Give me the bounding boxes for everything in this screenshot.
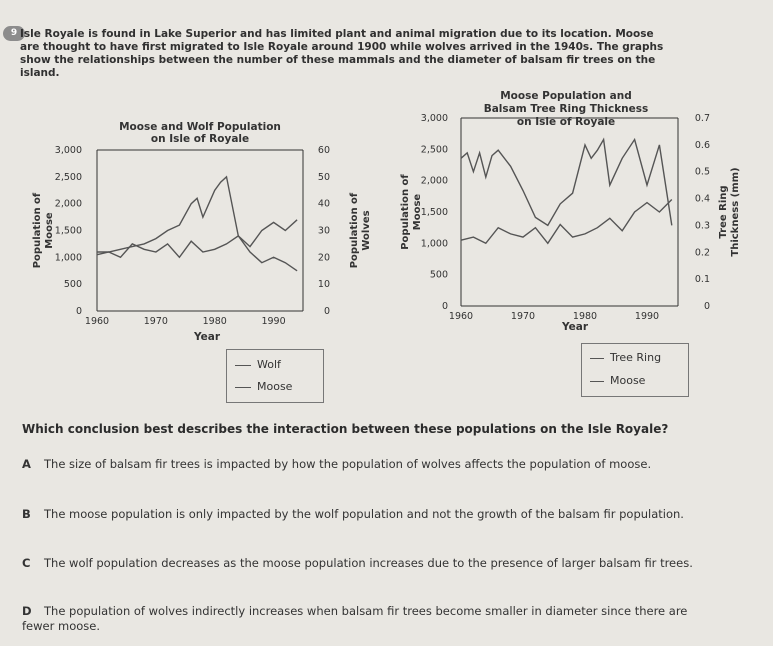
chart-title-line: Moose and Wolf Population <box>119 121 281 133</box>
y-tick-label-left: 2,500 <box>54 171 82 183</box>
x-tick-label: 1980 <box>202 316 227 327</box>
y-tick-label-right: 50 <box>317 171 330 183</box>
legend-label: Moose <box>610 374 646 387</box>
y-tick-label-left: 1,000 <box>54 252 82 264</box>
y-tick-label-right: 0.3 <box>694 220 710 232</box>
legend-left-chart <box>226 349 324 403</box>
y-tick-label-left: 2,000 <box>54 198 82 210</box>
series-line-wolf <box>97 177 297 271</box>
series-line-tree-ring <box>461 140 672 226</box>
legend-item-moose <box>235 380 292 393</box>
choice-text: The population of wolves indirectly increases when balsam fir trees become smaller in diameter since there are fewer moose. <box>22 604 688 633</box>
series-line-moose <box>461 200 672 244</box>
y-tick-label-right: 30 <box>317 225 330 237</box>
y-tick-label-left: 3,000 <box>420 113 448 124</box>
y-tick-label-right: 20 <box>317 252 330 264</box>
x-tick-label: 1990 <box>261 316 286 327</box>
legend-label: Tree Ring <box>610 351 662 364</box>
x-tick-label: 1970 <box>143 316 168 327</box>
y-tick-label-left: 2,000 <box>420 175 448 187</box>
series-line-moose <box>97 220 297 257</box>
question-prompt: Which conclusion best describes the interaction between these populations on the Isle Royale? <box>22 422 669 436</box>
y-tick-label-right: 40 <box>317 198 330 210</box>
y-tick-label-right: 0.4 <box>694 193 710 205</box>
chart-title-line: Balsam Tree Ring Thickness <box>483 103 649 115</box>
y-axis-label-right: Population of <box>349 192 360 269</box>
y-axis-label-left: Moose <box>412 193 423 231</box>
y-tick-label-left: 500 <box>63 279 82 291</box>
y-tick-label-right: 0.5 <box>694 166 710 178</box>
legend-line-swatch <box>235 387 251 388</box>
y-axis-label-right: Wolves <box>361 210 372 251</box>
y-tick-label-left: 2,500 <box>420 144 448 156</box>
y-tick-label-left: 1,500 <box>420 207 448 218</box>
x-tick-label: 1960 <box>84 316 110 327</box>
chart-title-line: on Isle of Royale <box>150 133 250 145</box>
question-number-badge: 9 <box>3 26 25 41</box>
legend-line-swatch <box>235 365 251 366</box>
y-tick-label-left: 3,000 <box>54 145 82 156</box>
y-tick-label-left: 500 <box>429 269 448 281</box>
y-tick-label-right: 0.1 <box>694 274 710 286</box>
legend-right-chart <box>581 343 689 397</box>
answer-choice-a[interactable] <box>22 457 702 472</box>
choice-letter: C <box>22 556 31 570</box>
legend-item-moose <box>590 374 645 387</box>
y-axis-label-right: Thickness (mm) <box>730 167 741 257</box>
choice-text: The wolf population decreases as the moose population increases due to the presence of larger balsam fir trees. <box>44 556 693 570</box>
y-tick-label-right: 0.2 <box>694 247 710 259</box>
intro-text: Isle Royale is found in Lake Superior and has limited plant and animal migration due to its location. Moose are thought to have first migrated to Isle Royale around 1900 while wolves arrived in the 1940s. The graphs show the relationships between the number of these mammals and the diameter of balsam fir trees on the island. <box>20 28 664 79</box>
y-tick-label-right: 60 <box>317 145 330 156</box>
legend-line-swatch <box>590 358 604 359</box>
answer-choice-c[interactable] <box>22 556 702 571</box>
y-tick-label-right: 10 <box>317 279 330 291</box>
x-axis-label: Year <box>193 331 221 343</box>
y-tick-label-left: 0 <box>441 301 448 312</box>
legend-line-swatch <box>590 381 604 382</box>
y-axis-label-left: Moose <box>44 212 55 249</box>
choice-letter: B <box>22 507 31 521</box>
y-axis-label-left: Population of <box>400 174 411 250</box>
answer-choice-b[interactable] <box>22 507 702 522</box>
x-tick-label: 1980 <box>572 311 598 322</box>
y-tick-label-right: 0 <box>703 301 710 312</box>
choice-letter: A <box>22 457 31 471</box>
x-axis-label: Year <box>561 321 589 333</box>
chart-title-line: on Isle of Royale <box>516 116 616 128</box>
y-tick-label-left: 0 <box>75 306 82 317</box>
choice-letter: D <box>22 604 32 618</box>
legend-label: Wolf <box>257 358 281 371</box>
y-tick-label-left: 1,000 <box>420 238 448 250</box>
choice-text: The moose population is only impacted by the wolf population and not the growth of the balsam fir population. <box>44 507 684 521</box>
y-axis-label-right: Tree Ring <box>718 185 729 239</box>
chart-title-line: Moose Population and <box>500 90 632 102</box>
y-tick-label-left: 1,500 <box>54 225 82 237</box>
y-tick-label-right: 0 <box>323 306 330 317</box>
y-tick-label-right: 0.6 <box>694 139 710 151</box>
legend-label: Moose <box>257 380 293 393</box>
answer-choice-d[interactable] <box>22 604 702 634</box>
legend-item-tree-ring <box>590 351 661 364</box>
y-tick-label-right: 0.7 <box>694 113 710 124</box>
y-axis-label-left: Population of <box>32 192 43 269</box>
x-tick-label: 1990 <box>634 311 660 322</box>
x-tick-label: 1970 <box>510 311 536 322</box>
choice-text: The size of balsam fir trees is impacted by how the population of wolves affects the population of moose. <box>44 457 652 471</box>
legend-item-wolf <box>235 358 281 371</box>
x-tick-label: 1960 <box>448 311 474 322</box>
